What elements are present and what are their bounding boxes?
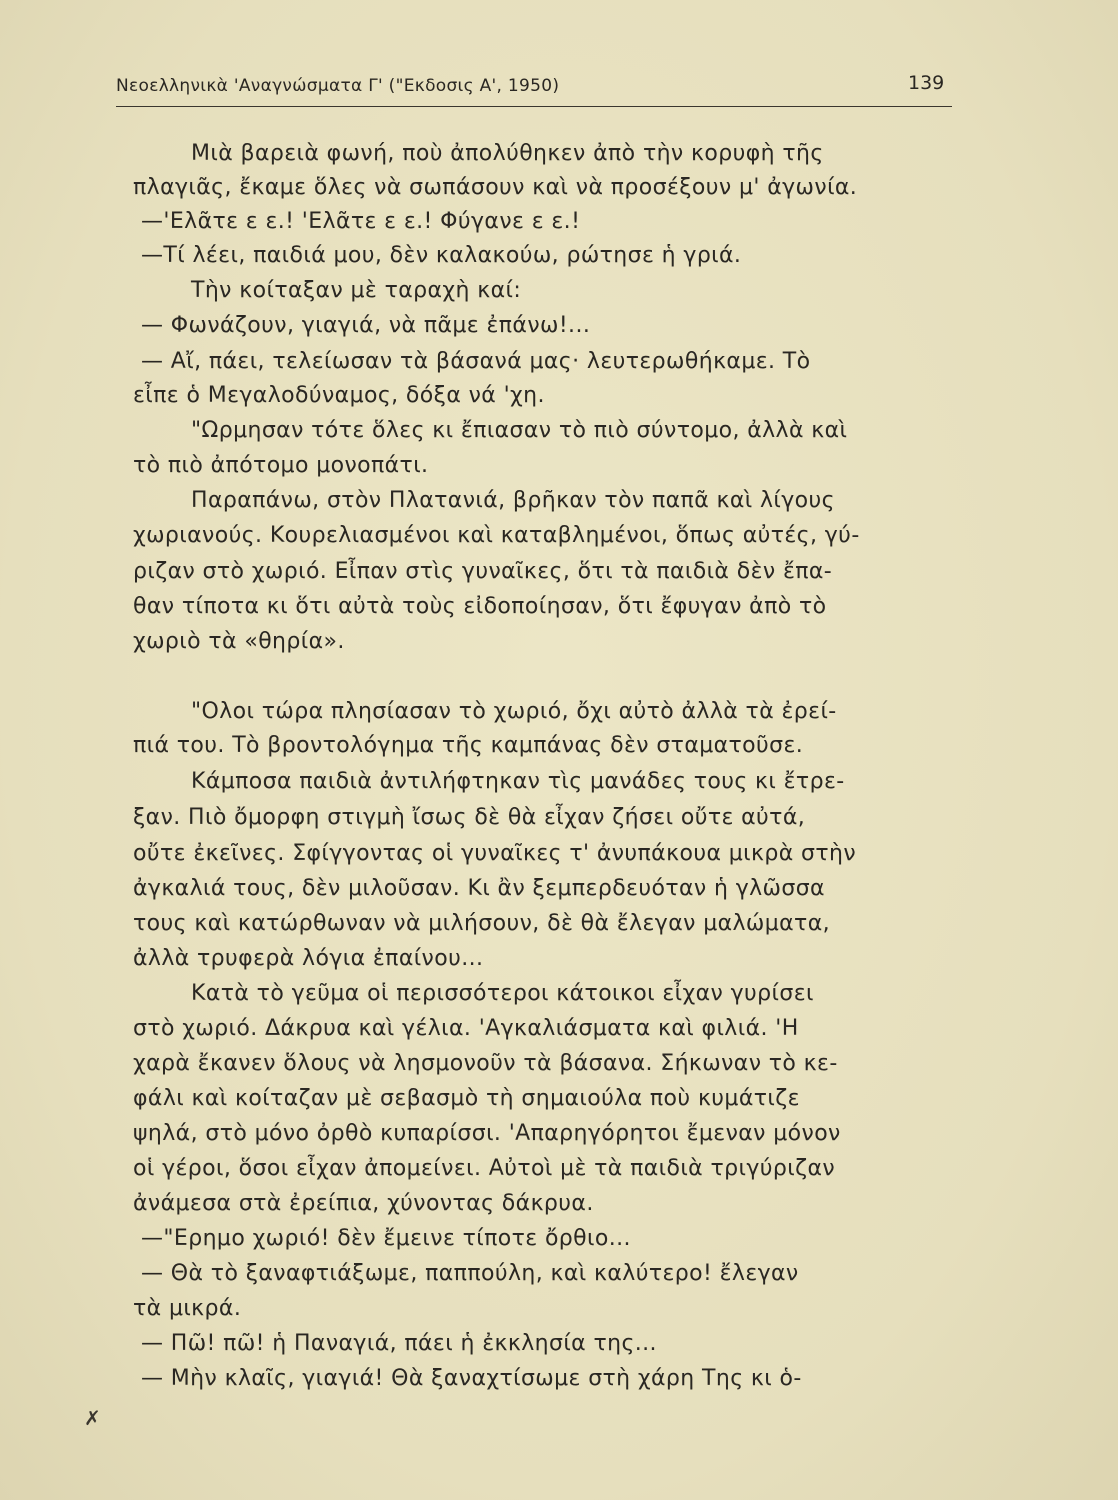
- text-line: τὸ πιὸ ἀπότομο μονοπάτι.: [133, 453, 429, 478]
- text-line: ἀλλὰ τρυφερὰ λόγια ἐπαίνου...: [133, 946, 484, 971]
- running-title: Νεοελληνικὰ 'Αναγνώσματα Γ' ("Εκδοσις Α', 1950): [116, 76, 560, 96]
- text-line: εἶπε ὁ Μεγαλοδύναμος, δόξα νά 'χη.: [133, 383, 545, 408]
- text-line: στὸ χωριό. Δάκρυα καὶ γέλια. 'Αγκαλιάσματα καὶ φιλιά. 'Η: [133, 1016, 799, 1041]
- text-line: —Τί λέει, παιδιά μου, δὲν καλακούω, ρώτησε ἡ γριά.: [141, 243, 742, 268]
- page-number: 139: [908, 72, 945, 94]
- text-line: — Πῶ! πῶ! ἡ Παναγιά, πάει ἡ ἐκκλησία της...: [141, 1331, 657, 1356]
- text-line: θαν τίποτα κι ὅτι αὐτὰ τοὺς εἰδοποίησαν, ὅτι ἔφυγαν ἀπὸ τὸ: [133, 594, 827, 619]
- text-line: — Αἴ, πάει, τελείωσαν τὰ βάσανά μας· λευτερωθήκαμε. Τὸ: [141, 349, 811, 374]
- text-line: —"Ερημο χωριό! δὲν ἔμεινε τίποτε ὄρθιο...: [141, 1226, 631, 1251]
- text-line: "Ολοι τώρα πλησίασαν τὸ χωριό, ὄχι αὐτὸ ἀλλὰ τὰ ἐρεί-: [191, 699, 837, 724]
- text-line: ψηλά, στὸ μόνο ὀρθὸ κυπαρίσσι. 'Απαρηγόρητοι ἔμεναν μόνον: [133, 1121, 841, 1146]
- text-line: χαρὰ ἔκανεν ὅλους νὰ λησμονοῦν τὰ βάσανα. Σήκωναν τὸ κε-: [133, 1051, 838, 1076]
- text-line: χωριὸ τὰ «θηρία».: [133, 629, 345, 654]
- page-header: [116, 72, 956, 108]
- text-line: πιά του. Τὸ βροντολόγημα τῆς καμπάνας δὲν σταματοῦσε.: [133, 733, 804, 758]
- text-line: Κατὰ τὸ γεῦμα οἱ περισσότεροι κάτοικοι εἶχαν γυρίσει: [191, 981, 814, 1006]
- text-line: Κάμποσα παιδιὰ ἀντιλήφτηκαν τὶς μανάδες τους κι ἔτρε-: [191, 769, 845, 794]
- text-line: — Φωνάζουν, γιαγιά, νὰ πᾶμε ἐπάνω!...: [141, 313, 591, 338]
- text-line: πλαγιᾶς, ἔκαμε ὅλες νὰ σωπάσουν καὶ νὰ προσέξουν μ' ἀγωνία.: [133, 175, 858, 200]
- text-line: —'Ελᾶτε ε ε.! 'Ελᾶτε ε ε.! Φύγανε ε ε.!: [141, 209, 581, 234]
- header-rule: [116, 106, 952, 107]
- text-line: οἱ γέροι, ὅσοι εἶχαν ἀπομείνει. Αὐτοὶ μὲ τὰ παιδιὰ τριγύριζαν: [133, 1156, 836, 1181]
- text-line: τους καὶ κατώρθωναν νὰ μιλήσουν, δὲ θὰ ἔλεγαν μαλώματα,: [133, 911, 830, 936]
- text-line: τὰ μικρά.: [133, 1296, 242, 1321]
- margin-mark: ✗: [84, 1406, 101, 1430]
- text-line: Παραπάνω, στὸν Πλατανιά, βρῆκαν τὸν παπᾶ καὶ λίγους: [191, 488, 835, 513]
- text-line: "Ωρμησαν τότε ὅλες κι ἔπιασαν τὸ πιὸ σύντομο, ἀλλὰ καὶ: [191, 418, 848, 443]
- text-line: Μιὰ βαρειὰ φωνή, ποὺ ἀπολύθηκεν ἀπὸ τὴν κορυφὴ τῆς: [191, 141, 824, 166]
- text-line: ξαν. Πιὸ ὄμορφη στιγμὴ ἴσως δὲ θὰ εἶχαν ζήσει οὔτε αὐτά,: [133, 805, 806, 830]
- text-line: Τὴν κοίταξαν μὲ ταραχὴ καί:: [191, 278, 522, 303]
- text-line: — Μὴν κλαῖς, γιαγιά! Θὰ ξαναχτίσωμε στὴ χάρη Της κι ὁ-: [141, 1366, 802, 1391]
- text-line: φάλι καὶ κοίταζαν μὲ σεβασμὸ τὴ σημαιούλα ποὺ κυμάτιζε: [133, 1086, 800, 1111]
- text-line: οὔτε ἐκεῖνες. Σφίγγοντας οἱ γυναῖκες τ' ἀνυπάκουα μικρὰ στὴν: [133, 841, 857, 866]
- text-line: χωριανούς. Κουρελιασμένοι καὶ καταβλημένοι, ὅπως αὐτές, γύ-: [133, 523, 860, 548]
- text-line: ἀγκαλιά τους, δὲν μιλοῦσαν. Κι ἂν ξεμπερδευόταν ἡ γλῶσσα: [133, 876, 825, 901]
- text-line: ριζαν στὸ χωριό. Εἶπαν στὶς γυναῖκες, ὅτι τὰ παιδιὰ δὲν ἔπα-: [133, 559, 833, 584]
- text-line: — Θὰ τὸ ξαναφτιάξωμε, παππούλη, καὶ καλύτερο! ἔλεγαν: [141, 1261, 799, 1286]
- text-line: ἀνάμεσα στὰ ἐρείπια, χύνοντας δάκρυα.: [133, 1191, 594, 1216]
